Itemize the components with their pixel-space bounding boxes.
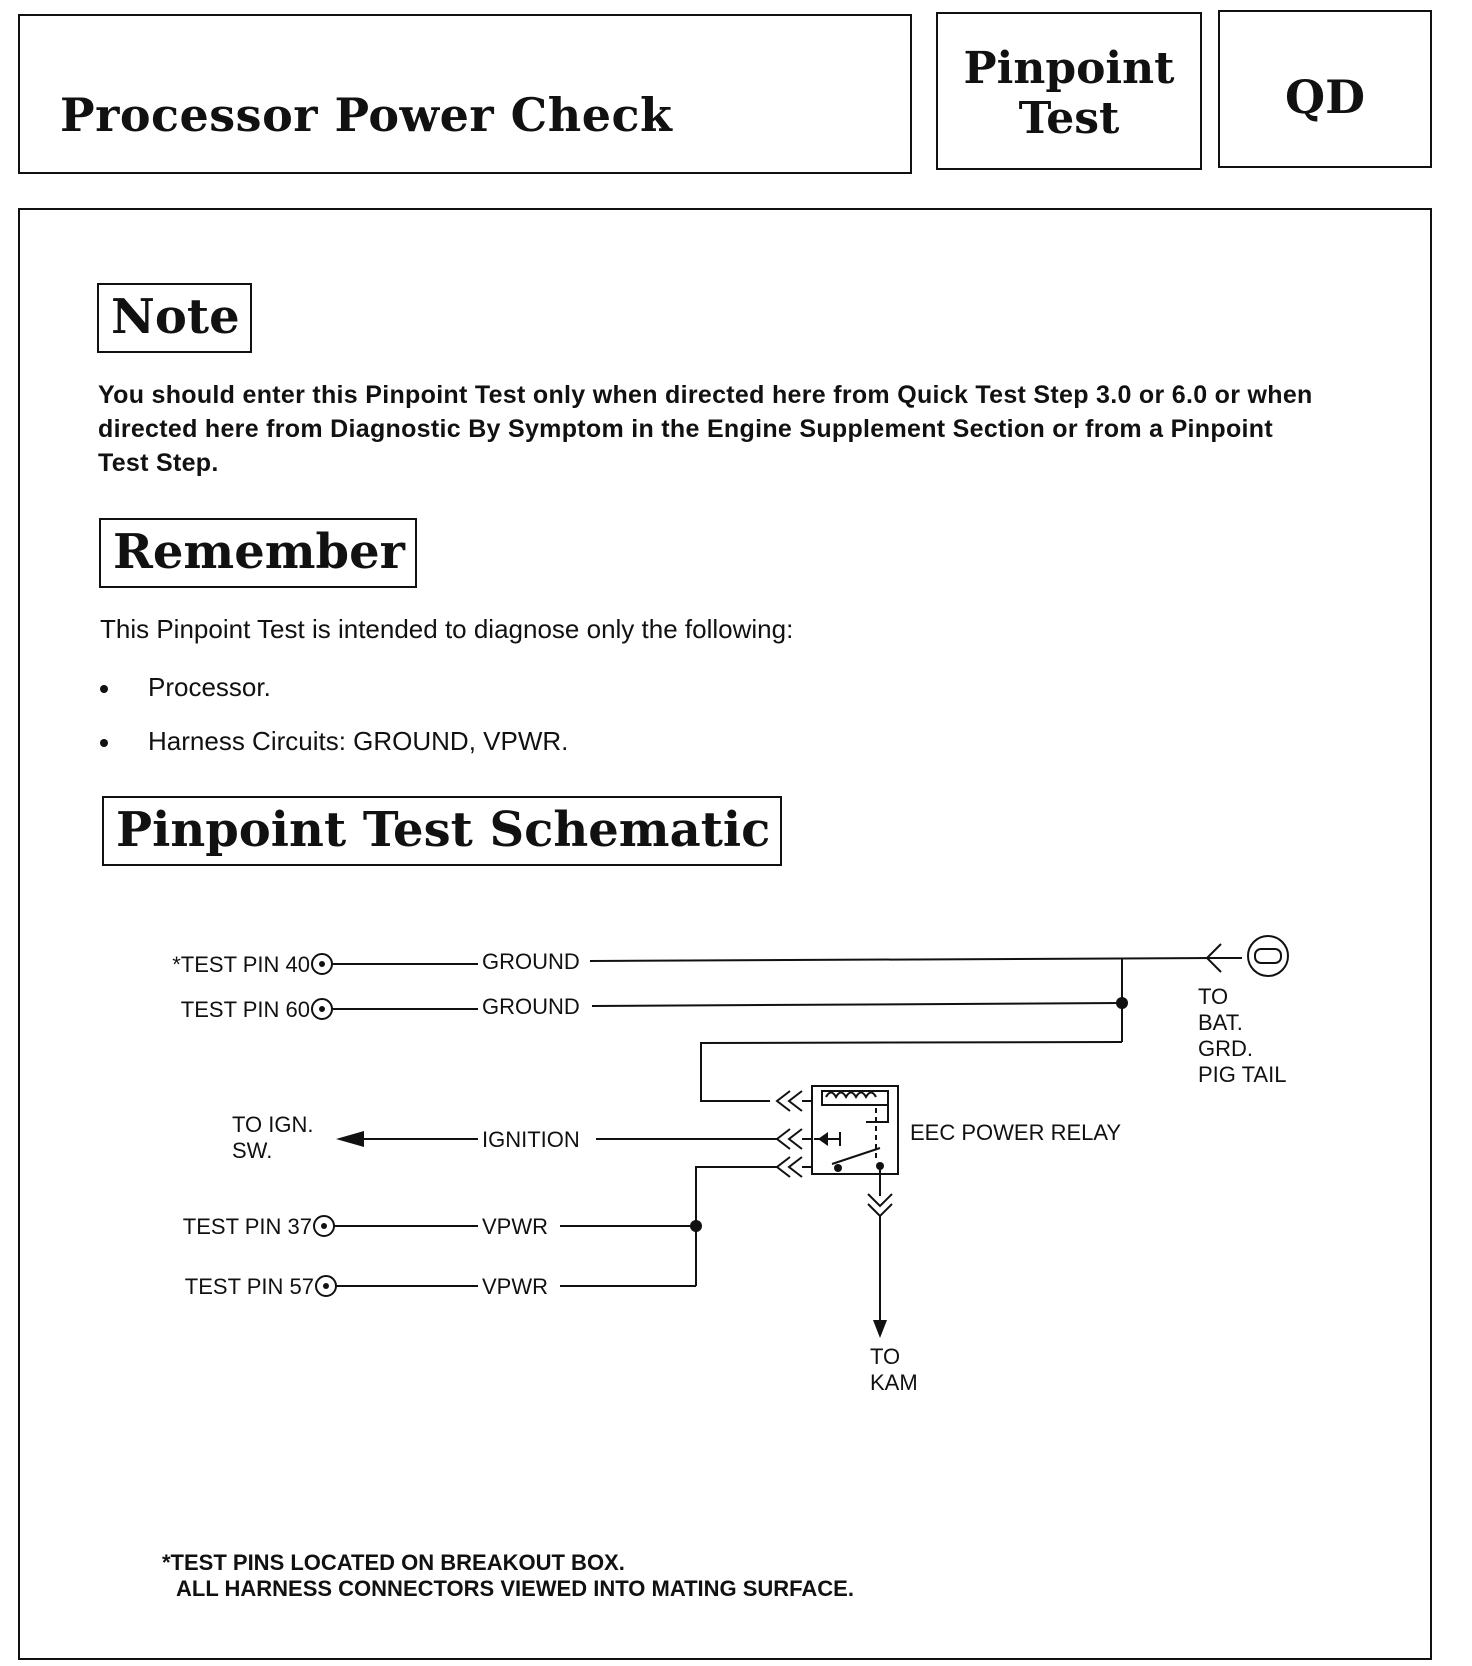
bat-label-line3: GRD. xyxy=(1198,1036,1253,1061)
page-title: Processor Power Check xyxy=(60,88,673,142)
pinpoint-label-line1: Pinpoint xyxy=(963,43,1175,94)
wire-ground-relay xyxy=(701,1042,1122,1101)
arrow-left-icon xyxy=(336,1131,364,1147)
relay-label: EEC POWER RELAY xyxy=(910,1120,1122,1145)
test-pin-40-label: *TEST PIN 40 xyxy=(172,952,310,977)
relay-coil-icon xyxy=(826,1093,876,1098)
bat-label-line2: BAT. xyxy=(1198,1010,1243,1035)
ign-label-line1: TO IGN. xyxy=(232,1112,314,1137)
test-pin-37-label: TEST PIN 37 xyxy=(182,1214,312,1239)
kam-label-line1: TO xyxy=(870,1344,901,1369)
remember-heading: Remember xyxy=(99,518,417,588)
ground-1-label: GROUND xyxy=(482,949,580,974)
arrow-down-icon xyxy=(873,1320,887,1338)
footnote xyxy=(162,1550,854,1602)
note-body: You should enter this Pinpoint Test only when directed here from Quick Test Step 3.0 or 6.0 or when directed here from Diagnostic By Symptom in the Engine Supplement Section or from a Pinpoint Test Step. xyxy=(98,381,1313,477)
eec-power-relay-icon xyxy=(812,1086,898,1174)
bat-label-line1: TO xyxy=(1198,984,1229,1009)
vpwr-junction-icon xyxy=(690,1220,702,1232)
test-pin-60-label: TEST PIN 60 xyxy=(180,997,310,1022)
vpwr-2-label: VPWR xyxy=(482,1274,548,1299)
list-item-text: Processor. xyxy=(148,672,271,702)
wire-ground-2 xyxy=(592,1003,1122,1006)
ground-2-label: GROUND xyxy=(482,994,580,1019)
test-pin-57-label: TEST PIN 57 xyxy=(184,1274,314,1299)
schematic-heading: Pinpoint Test Schematic xyxy=(102,796,782,866)
wire-vpwr-relay xyxy=(696,1167,777,1286)
footnote-line2: ALL HARNESS CONNECTORS VIEWED INTO MATING SURFACE. xyxy=(176,1576,854,1601)
ground-junction-icon xyxy=(1116,997,1128,1009)
note-heading: Note xyxy=(97,283,252,353)
footnote-line1: *TEST PINS LOCATED ON BREAKOUT BOX. xyxy=(162,1550,625,1575)
remember-intro: This Pinpoint Test is intended to diagnose only the following: xyxy=(100,614,794,644)
kam-label-line2: KAM xyxy=(870,1370,918,1395)
bat-label-line4: PIG TAIL xyxy=(1198,1062,1287,1087)
ign-label-line2: SW. xyxy=(232,1138,273,1163)
pinpoint-label-line2: Test xyxy=(1018,93,1120,144)
test-code: QD xyxy=(1285,70,1365,124)
vpwr-1-label: VPWR xyxy=(482,1214,548,1239)
list-item-text: Harness Circuits: GROUND, VPWR. xyxy=(148,726,569,756)
ignition-label: IGNITION xyxy=(482,1127,580,1152)
